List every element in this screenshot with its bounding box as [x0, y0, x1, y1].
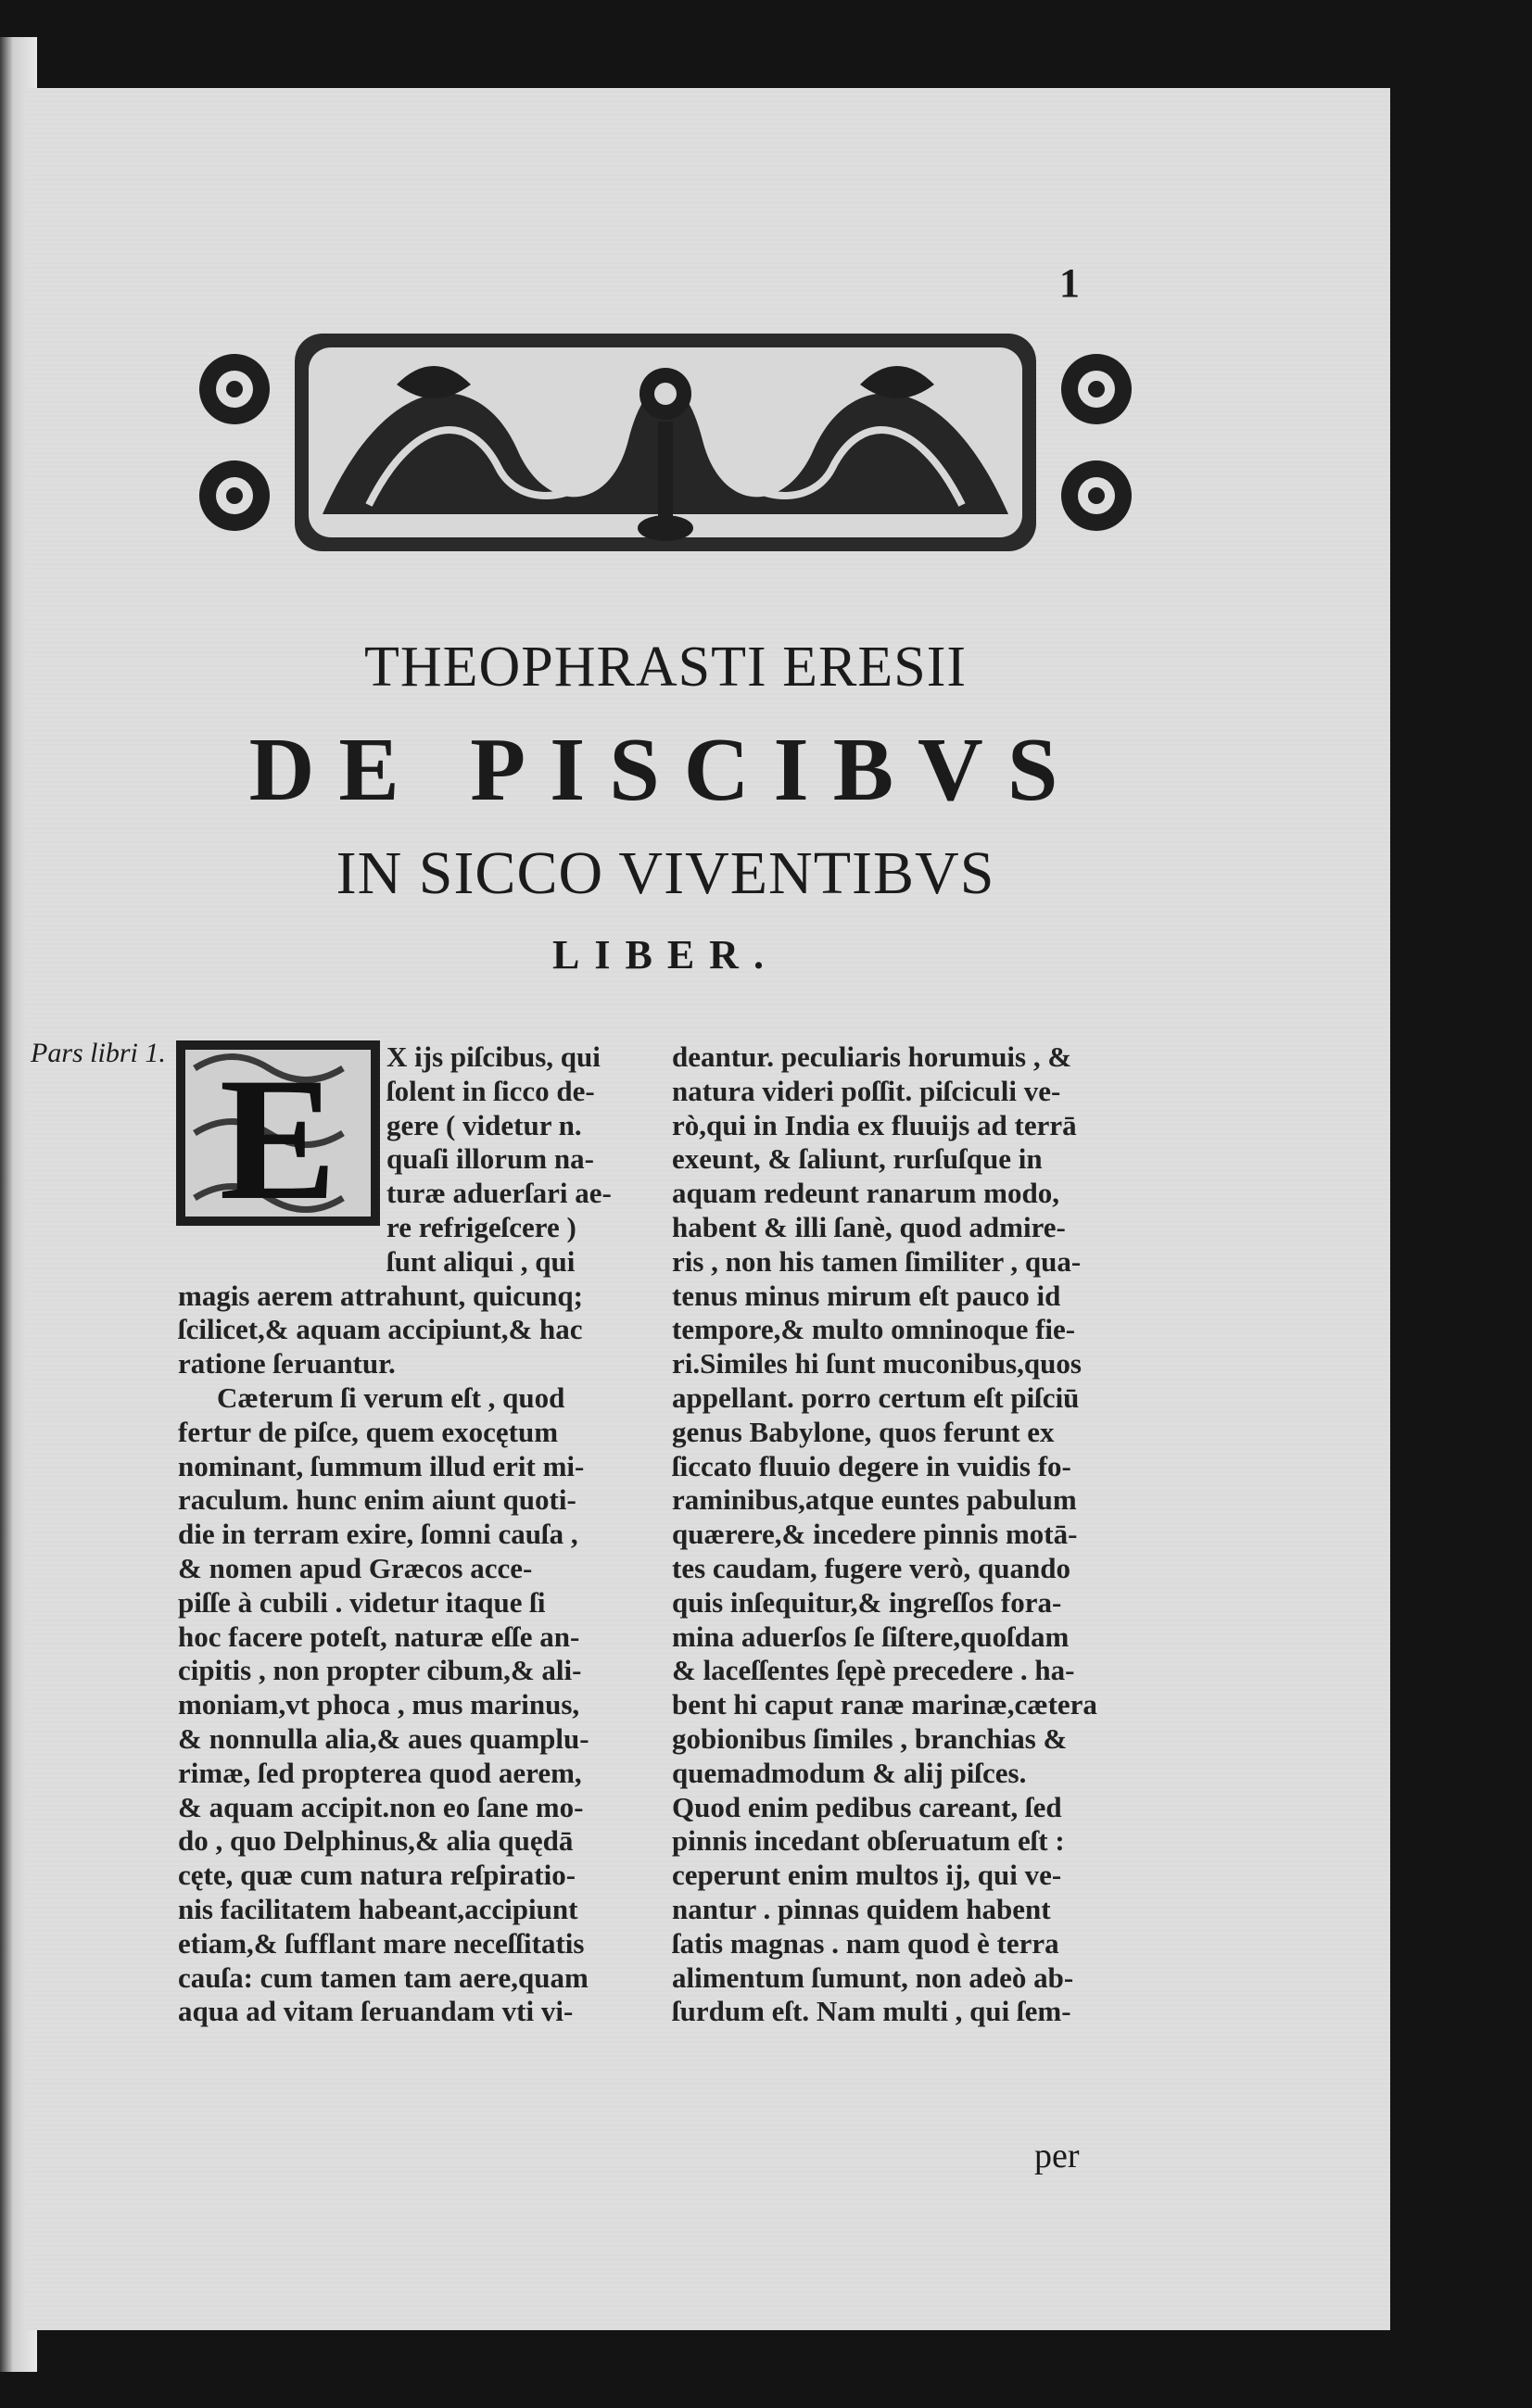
text-line: moniam,vt phoca , mus marinus,	[178, 1688, 580, 1721]
text-line: tenus minus mirum eſt pauco id	[672, 1279, 1061, 1312]
text-line: exeunt, & ſaliunt, rurſuſque in	[672, 1142, 1043, 1176]
book-page	[26, 88, 1390, 2330]
margin-note: Pars libri 1.	[31, 1038, 166, 1068]
catchword: per	[1034, 2137, 1080, 2175]
text-line: aquam redeunt ranarum modo,	[672, 1177, 1059, 1210]
text-line: ſcilicet,& aquam accipiunt,& hac	[178, 1313, 583, 1346]
text-line: piſſe à cubili . videtur itaque ſi	[178, 1585, 546, 1619]
title-line-subtitle: IN SICCO VIVENTIBVS	[336, 839, 995, 907]
text-line: quaſi illorum na-	[386, 1142, 594, 1176]
text-line: mina aduerſos ſe ſiſtere,quoſdam	[672, 1620, 1070, 1653]
text-line: bent hi caput ranæ marinæ,cætera	[672, 1688, 1097, 1721]
text-line: ſunt aliqui , qui	[386, 1244, 576, 1278]
text-line: Quod enim pedibus careant, ſed	[672, 1790, 1062, 1823]
ornamental-headpiece	[184, 329, 1147, 561]
title-line-main: DE PISCIBVS	[248, 720, 1083, 820]
text-line: X ijs piſcibus, qui	[386, 1040, 601, 1073]
text-line: raculum. hunc enim aiunt quoti-	[178, 1483, 576, 1517]
text-line: do , quo Delphinus,& alia quędā	[178, 1824, 574, 1858]
text-line: nantur . pinnas quidem habent	[672, 1892, 1051, 1925]
text-line: re refrigeſcere )	[386, 1210, 576, 1243]
title-line-author: THEOPHRASTI ERESII	[363, 636, 968, 699]
text-line: alimentum ſumunt, non adeò ab-	[672, 1960, 1074, 1994]
text-line: hoc facere poteſt, naturæ eſſe an-	[178, 1620, 580, 1653]
text-line: ſatis magnas . nam quod è terra	[672, 1926, 1059, 1960]
title-line-liber: LIBER.	[552, 932, 779, 977]
text-line: ſolent in ſicco de-	[386, 1074, 595, 1107]
text-line: cauſa: cum tamen tam aere,quam	[178, 1960, 589, 1994]
text-line: ri.Similes hi ſunt muconibus,quos	[672, 1347, 1082, 1381]
text-line: nominant, ſummum illud erit mi-	[178, 1449, 585, 1482]
text-line: turæ aduerſari ae-	[386, 1177, 612, 1210]
text-line: raminibus,atque euntes pabulum	[672, 1483, 1077, 1517]
text-line: aqua ad vitam ſeruandam vti vi-	[178, 1995, 574, 2028]
text-line: ris , non his tamen ſimiliter , qua-	[672, 1244, 1082, 1278]
text-line: pinnis incedant obſeruatum eſt :	[672, 1824, 1065, 1858]
text-line: fertur de piſce, quem exocętum	[178, 1415, 559, 1448]
text-line: & nonnulla alia,& aues quamplu-	[178, 1721, 589, 1755]
text-line: magis aerem attrahunt, quicunq;	[178, 1279, 583, 1312]
text-line: deantur. peculiaris horumuis , &	[672, 1040, 1072, 1073]
text-line: quærere,& incedere pinnis motā-	[672, 1518, 1078, 1551]
page-shadow	[1390, 88, 1532, 2408]
text-line: gobionibus ſimiles , branchias &	[672, 1721, 1068, 1755]
text-line: tempore,& multo omninoque fie-	[672, 1313, 1076, 1346]
text-line: cipitis , non propter cibum,& ali-	[178, 1654, 582, 1687]
text-line: gere ( videtur n.	[386, 1108, 582, 1141]
text-line: habent & illi ſanè, quod admire-	[672, 1210, 1066, 1243]
headpiece-ornament-icon	[184, 329, 1147, 561]
text-line: die in terram exire, ſomni cauſa ,	[178, 1518, 578, 1551]
text-line: tes caudam, fugere verò, quando	[672, 1551, 1070, 1584]
text-line: quis inſequitur,& ingreſſos fora-	[672, 1585, 1062, 1619]
drop-cap-letter: E	[219, 1042, 337, 1226]
text-line: rimæ, ſed propterea quod aerem,	[178, 1756, 582, 1789]
text-line: appellant. porro certum eſt piſciū	[672, 1381, 1080, 1414]
text-line: cęte, quæ cum natura reſpiratio-	[178, 1859, 576, 1892]
text-line: & nomen apud Græcos acce-	[178, 1551, 533, 1584]
text-line: nis facilitatem habeant,accipiunt	[178, 1892, 578, 1925]
text-line: & laceſſentes ſępè precedere . ha-	[672, 1654, 1075, 1687]
text-line: ceperunt enim multos ij, qui ve-	[672, 1859, 1062, 1892]
text-line: ſiccato fluuio degere in vuidis fo-	[672, 1449, 1071, 1482]
page-number: 1	[1059, 260, 1080, 306]
text-line: ſurdum eſt. Nam multi , qui ſem-	[672, 1995, 1071, 2028]
left-column	[178, 1040, 655, 2029]
text-line: Cæterum ſi verum eſt , quod	[217, 1381, 565, 1414]
text-line: natura videri poſſit. piſciculi ve-	[672, 1074, 1061, 1107]
text-line: quemadmodum & alij piſces.	[672, 1756, 1027, 1789]
text-line: genus Babylone, quos ferunt ex	[672, 1415, 1055, 1448]
text-line: & aquam accipit.non eo ſane mo-	[178, 1790, 584, 1823]
text-line: ratione ſeruantur.	[178, 1347, 396, 1381]
text-line: rò,qui in India ex fluuijs ad terrā	[672, 1108, 1077, 1141]
right-column	[672, 1040, 1154, 2029]
text-line: etiam,& ſufflant mare neceſſitatis	[178, 1926, 585, 1960]
